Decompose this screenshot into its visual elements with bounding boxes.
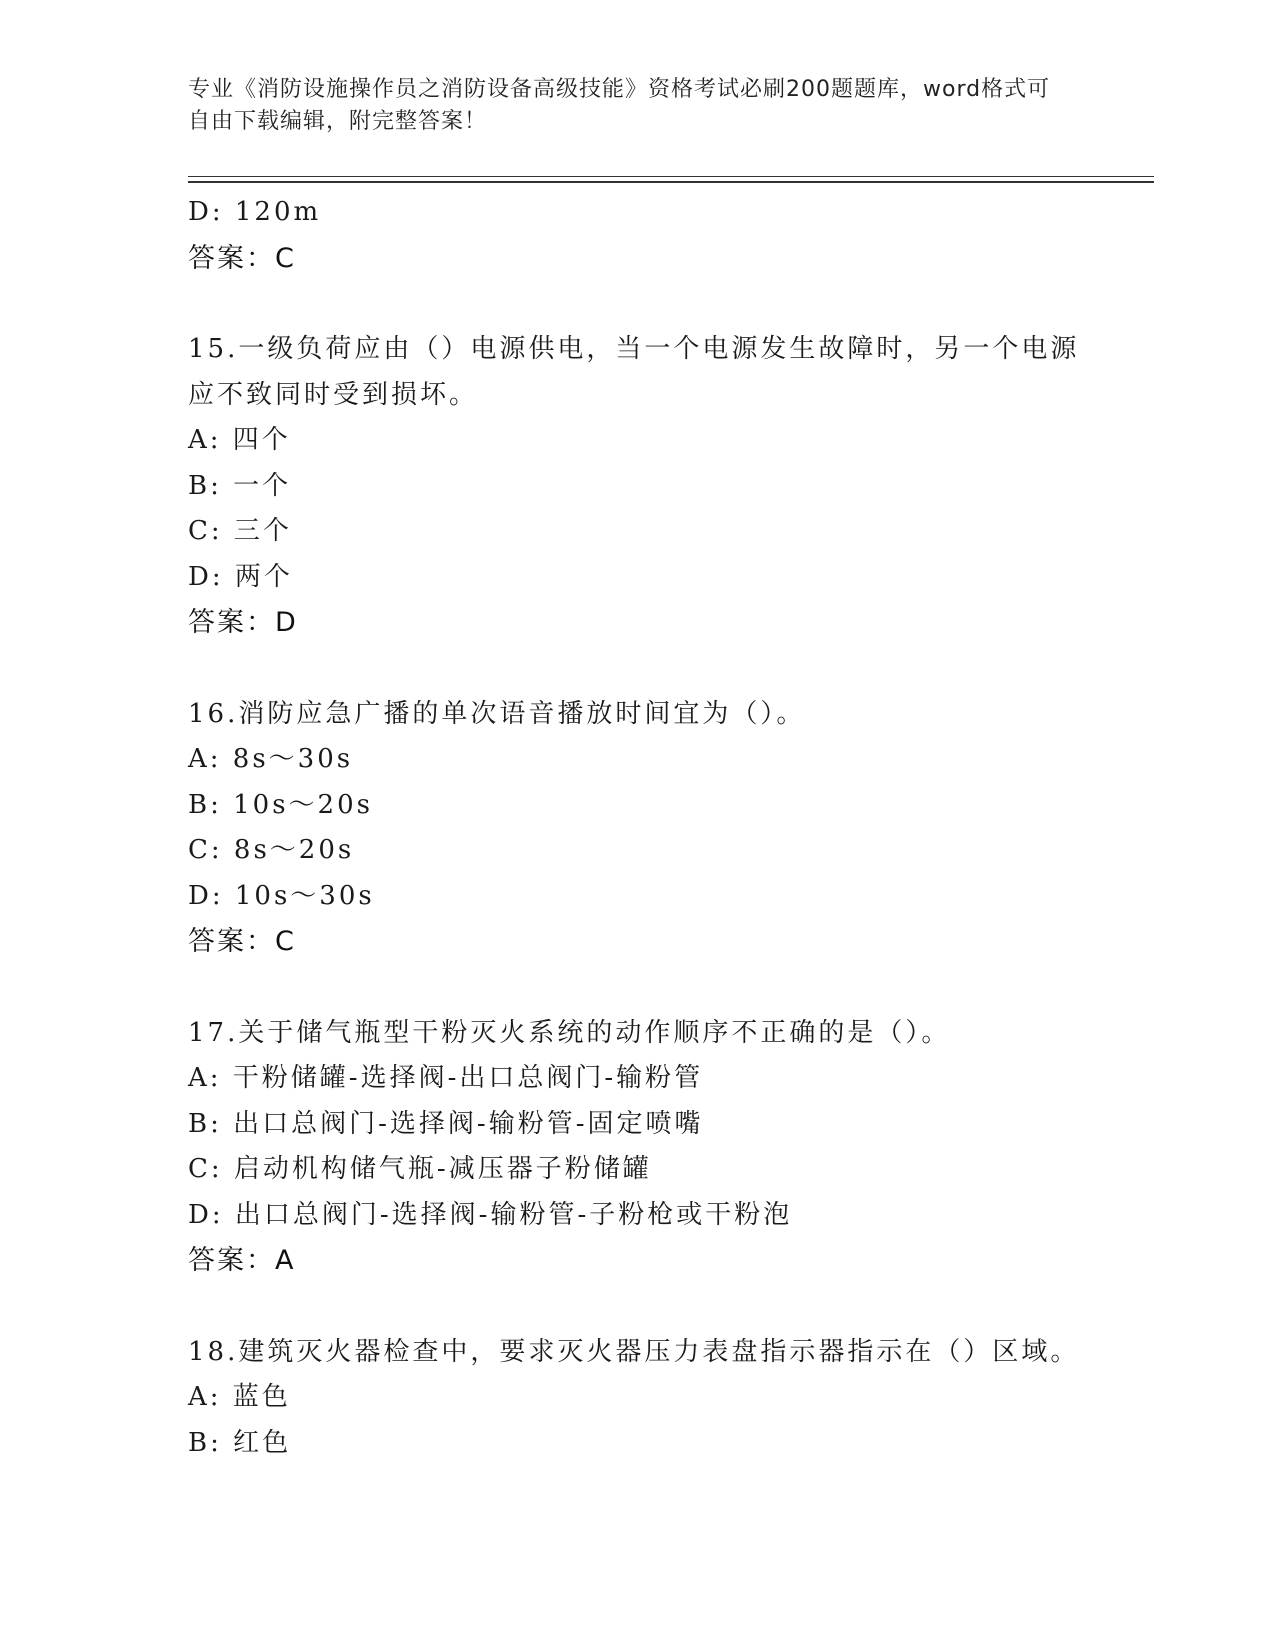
option-c: C: 三个 bbox=[188, 516, 292, 546]
answer-line: 答案：C bbox=[188, 242, 296, 274]
question-text: 15.一级负荷应由（）电源供电，当一个电源发生故障时，另一个电源应不致同时受到损坏。 bbox=[188, 334, 1080, 410]
question-text: 18.建筑灭火器检查中，要求灭火器压力表盘指示器指示在（）区域。 bbox=[188, 1336, 1080, 1367]
question-17 bbox=[188, 1011, 1108, 1284]
option-a: A: 干粉储罐-选择阀-出口总阀门-输粉管 bbox=[188, 1063, 704, 1093]
question-18 bbox=[188, 1330, 1108, 1467]
header-divider-thick bbox=[188, 181, 1154, 183]
option-c: C: 8s～20s bbox=[188, 835, 355, 865]
page-header: 专业《消防设施操作员之消防设备高级技能》资格考试必刷200题题库，word格式可自由下载编辑，附完整答案！ bbox=[188, 77, 1051, 134]
option-b: B: 出口总阀门-选择阀-输粉管-固定喷嘴 bbox=[188, 1108, 704, 1139]
option-a: A: 8s～30s bbox=[188, 744, 354, 774]
option-c: C: 启动机构储气瓶-减压器子粉储罐 bbox=[188, 1154, 652, 1184]
question-text: 16.消防应急广播的单次语音播放时间宜为（）。 bbox=[188, 698, 806, 729]
option-a: A: 四个 bbox=[188, 425, 291, 455]
answer-line: 答案：A bbox=[188, 1245, 296, 1276]
answer-line: 答案：D bbox=[188, 607, 298, 638]
option-d: D: 120m bbox=[188, 197, 322, 227]
option-a: A: 蓝色 bbox=[188, 1382, 291, 1412]
question-15 bbox=[188, 327, 1108, 646]
question-text: 17.关于储气瓶型干粉灭火系统的动作顺序不正确的是（）。 bbox=[188, 1017, 951, 1048]
option-b: B: 10s～20s bbox=[188, 789, 373, 820]
option-b: B: 一个 bbox=[188, 470, 292, 501]
option-d: D: 出口总阀门-选择阀-输粉管-子粉枪或干粉泡 bbox=[188, 1199, 793, 1230]
question-list bbox=[188, 190, 1108, 1466]
header-divider-thin bbox=[188, 176, 1154, 177]
question-16 bbox=[188, 692, 1108, 965]
option-d: D: 10s～30s bbox=[188, 880, 375, 911]
option-d: D: 两个 bbox=[188, 561, 293, 592]
answer-line: 答案：C bbox=[188, 926, 296, 957]
option-b: B: 红色 bbox=[188, 1427, 292, 1458]
